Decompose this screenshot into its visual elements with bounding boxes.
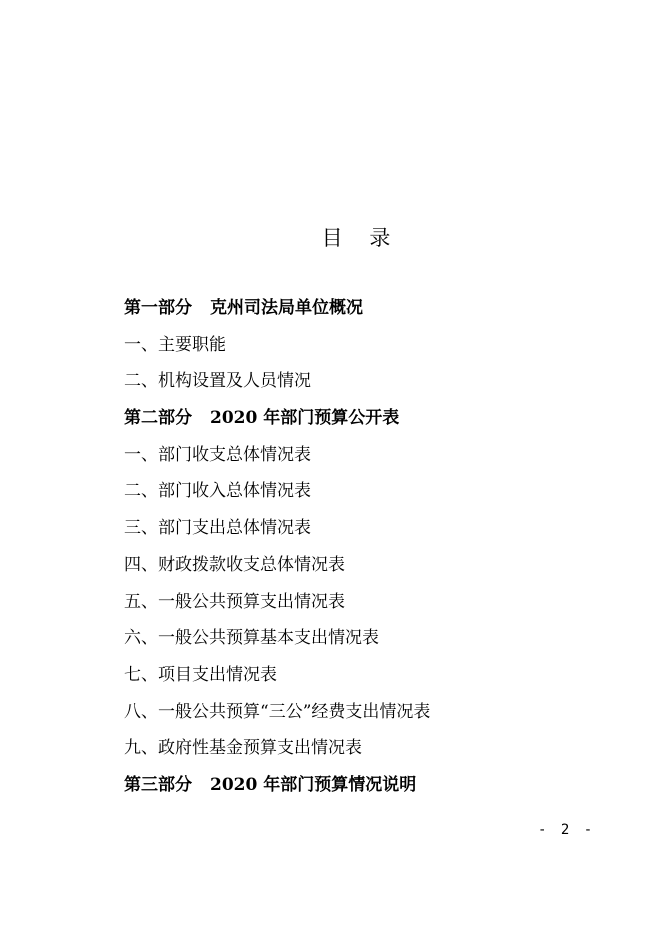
toc-title: 目 录 [321,226,401,250]
toc-part-3 [124,771,604,808]
toc-item: 三、部门支出总体情况表 [124,518,311,539]
toc-part-2 [124,404,604,441]
toc-part-label: 第一部分 [124,298,192,318]
toc-item: 二、部门收入总体情况表 [124,481,311,502]
toc-item: 八、一般公共预算“三公”经费支出情况表 [124,701,431,722]
toc-item: 一、部门收支总体情况表 [124,444,311,465]
toc-part-label: 第三部分 [124,774,192,795]
page-number: - 2 - [538,822,596,838]
toc-item: 四、财政拨款收支总体情况表 [124,554,345,575]
toc-part-title: 克州司法局单位概况 [210,298,363,318]
toc-part-title: 2020 年部门预算公开表 [210,408,400,429]
toc-item: 一、主要职能 [124,334,226,355]
toc-part-1 [124,294,604,331]
toc-item: 二、机构设置及人员情况 [124,371,311,392]
toc-item: 九、政府性基金预算支出情况表 [124,738,362,759]
toc-part-title: 2020 年部门预算情况说明 [210,774,417,795]
toc-part-label: 第二部分 [124,408,192,429]
toc-item: 五、一般公共预算支出情况表 [124,591,345,612]
toc-item: 六、一般公共预算基本支出情况表 [124,628,379,649]
table-of-contents [124,294,604,808]
toc-item: 七、项目支出情况表 [124,664,277,685]
